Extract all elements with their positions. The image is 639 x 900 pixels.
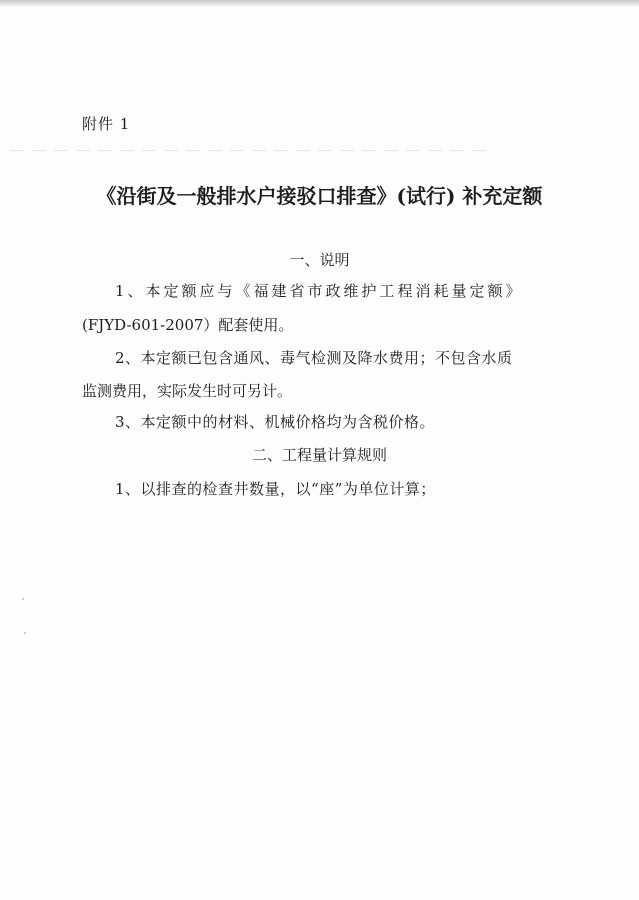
paragraph-line: 1、以排查的检查井数量，以“座”为单位计算； xyxy=(115,480,436,498)
paragraph-line: 1、本定额应与《福建省市政维护工程消耗量定额》 xyxy=(115,282,524,300)
document-title: 《沿街及一般排水户接驳口排查》(试行) 补充定额 xyxy=(96,184,543,208)
section-heading-calculation-rules: 二、工程量计算规则 xyxy=(251,446,387,464)
paragraph-line: (FJYD-601-2007）配套使用。 xyxy=(82,316,294,334)
scan-artifact-line xyxy=(10,150,490,151)
section-heading-explanation: 一、说明 xyxy=(289,251,350,269)
paragraph-line: 监测费用，实际发生时可另计。 xyxy=(82,382,293,400)
paragraph-line: 3、本定额中的材料、机械价格均为含税价格。 xyxy=(115,413,436,431)
scan-speck xyxy=(22,598,24,600)
scan-edge-shadow xyxy=(0,0,639,6)
scan-speck xyxy=(24,632,26,634)
paragraph-line: 2、本定额已包含通风、毒气检测及降水费用；不包含水质 xyxy=(115,349,513,367)
attachment-label: 附件 1 xyxy=(82,115,131,133)
